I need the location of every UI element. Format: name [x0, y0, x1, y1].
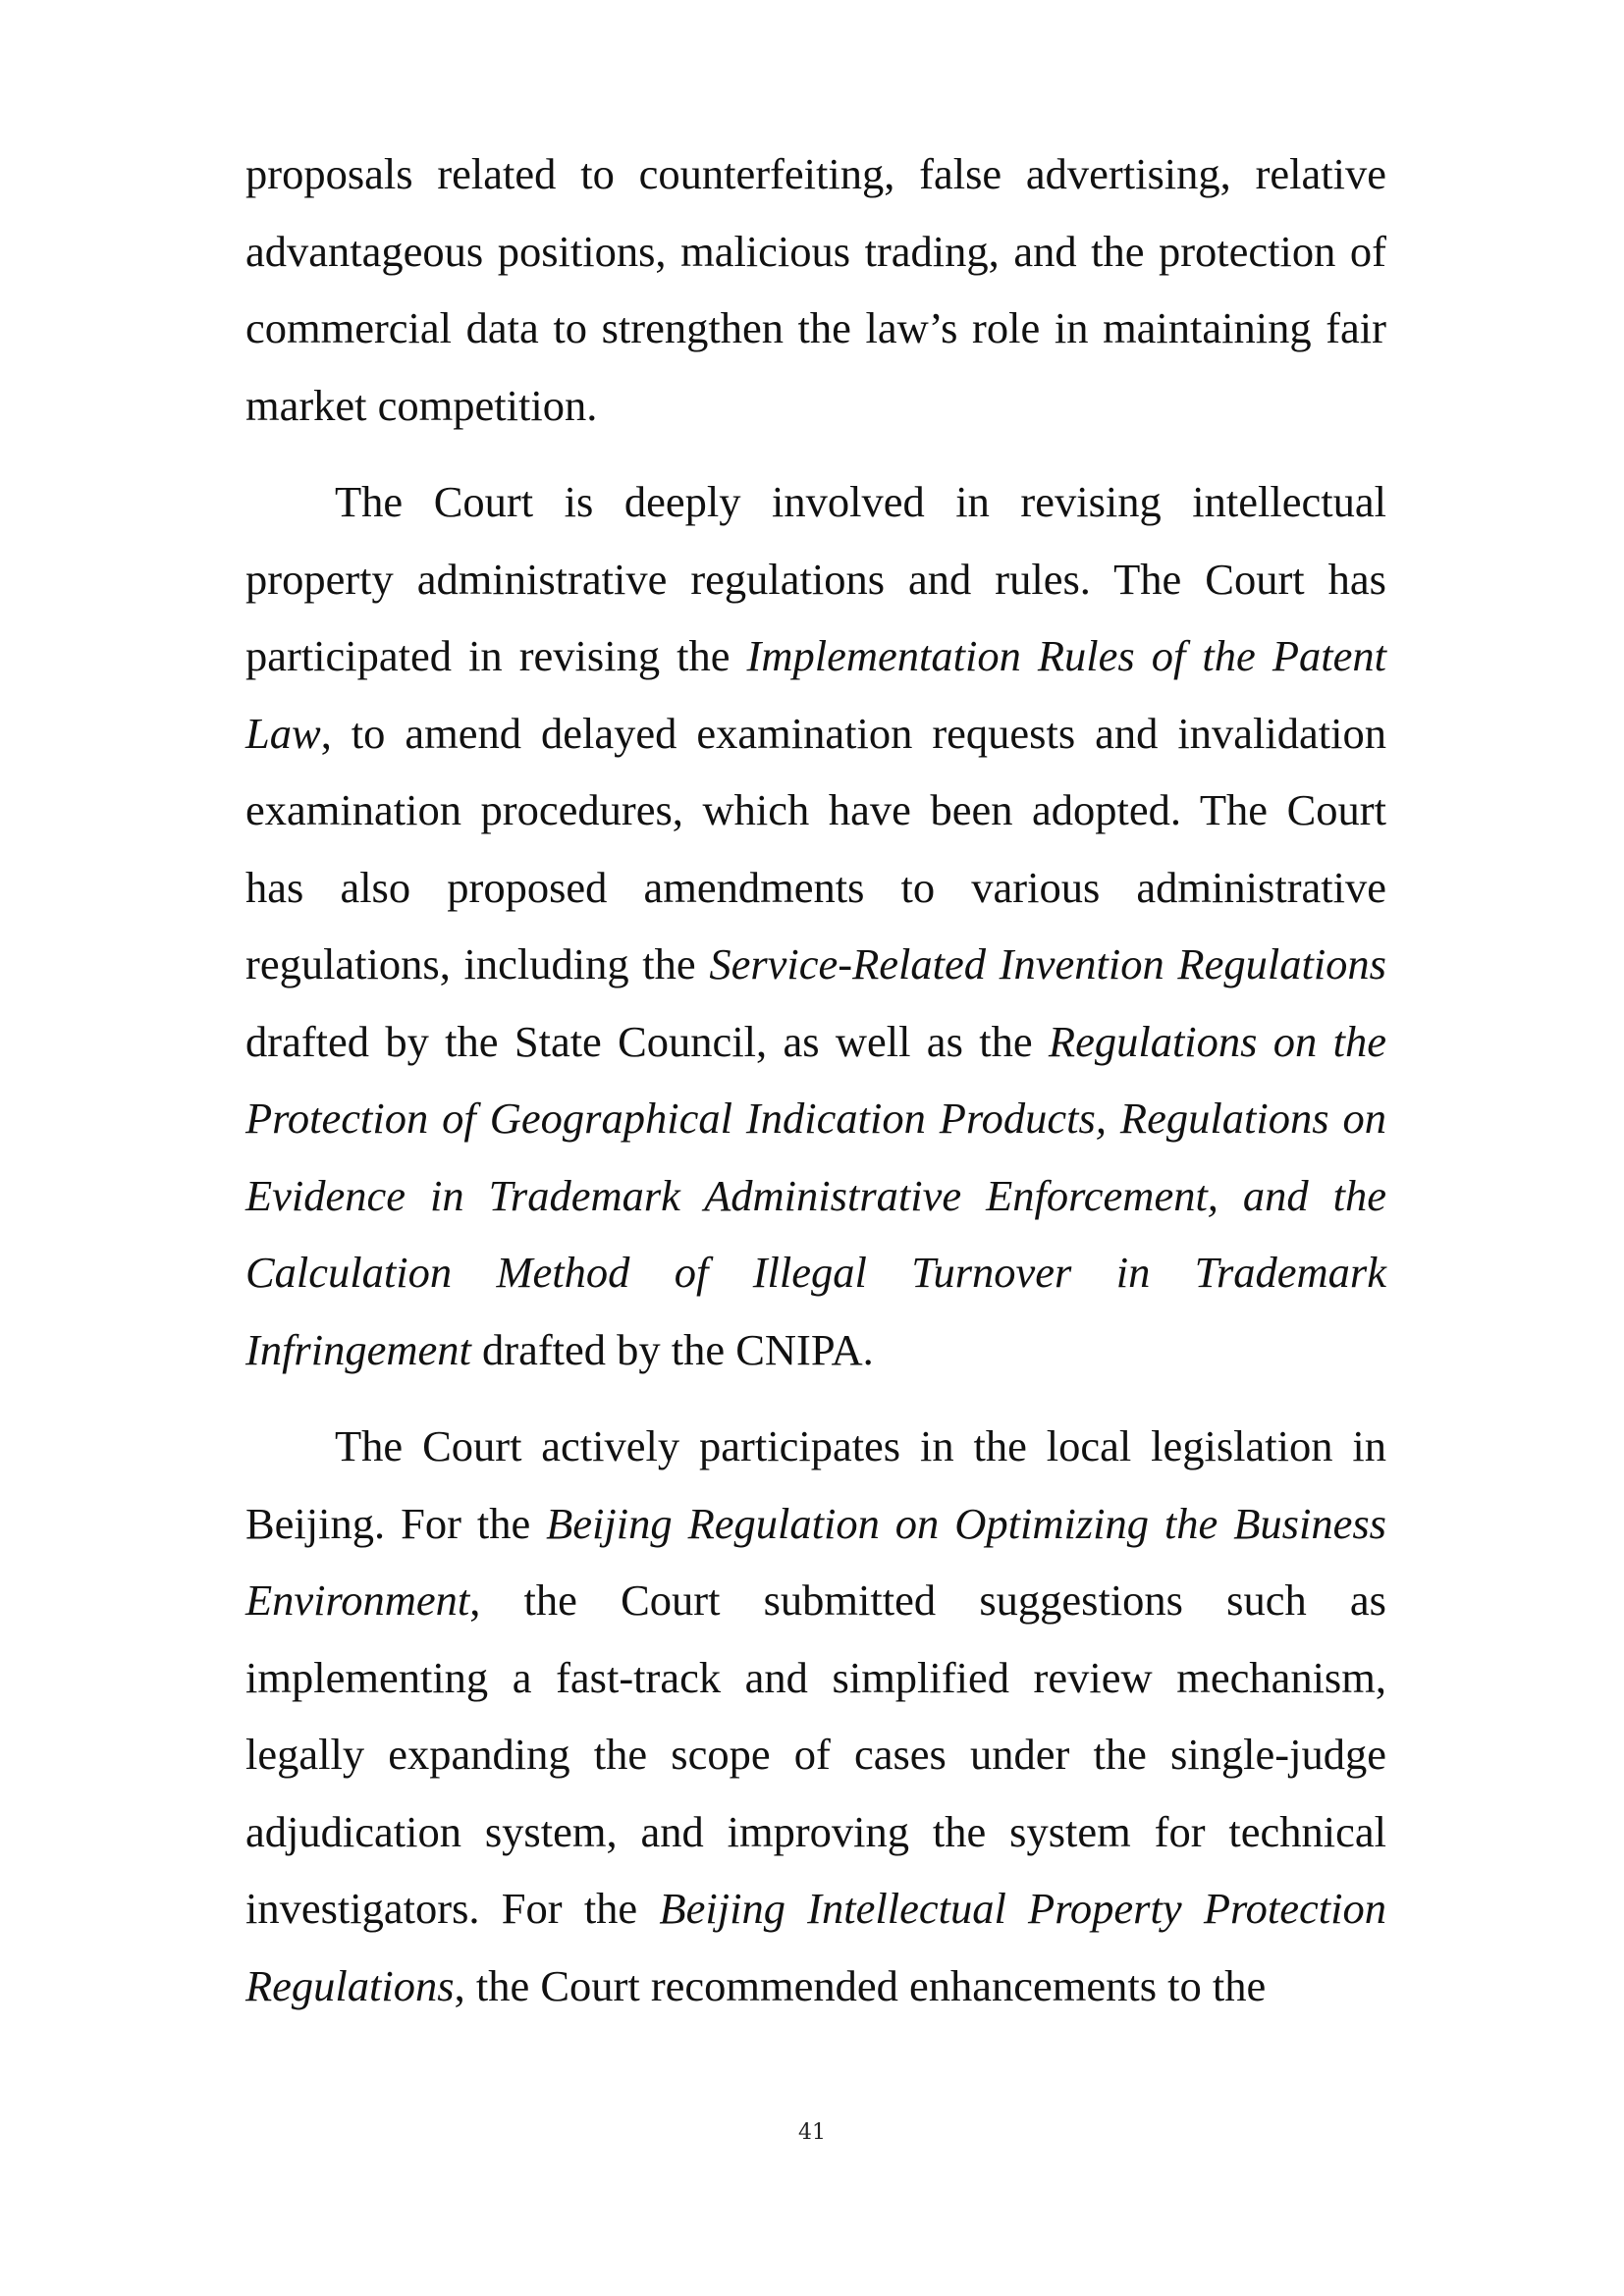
- paragraph-text: , the Court recommended enhancements to the: [454, 1960, 1267, 2010]
- page-number: 41: [798, 2120, 826, 2145]
- paragraph-text: , to amend delayed examination requests and invalidation examination procedures, which have been adopted. The Court has also proposed amendments to various administrative regulations, including the: [245, 708, 1386, 988]
- paragraph-text: , the Court submitted suggestions such as implementing a fast-track and simplified review mechanism, legally expanding the scope of cases under the single-judge adjudication system, and improving the system for technical investigators. For the: [245, 1575, 1386, 1933]
- paragraph-text: The Court actively participates in the local legislation in Beijing. For the: [245, 1421, 1386, 1548]
- italic-title: Implementation Rules of the Patent Law: [245, 631, 1386, 758]
- paragraph-text: The Court is deeply involved in revising intellectual property administrative regulations and rules. The Court has participated in revising the: [245, 477, 1386, 680]
- italic-title: Beijing Regulation on Optimizing the Business Environment: [245, 1498, 1386, 1625]
- italic-title: Beijing Intellectual Property Protection Regulations: [245, 1884, 1387, 2010]
- paragraph-regulations-revision: [245, 463, 1386, 1388]
- paragraph-text: drafted by the State Council, as well as the: [245, 1016, 1049, 1066]
- paragraph-text: drafted by the CNIPA.: [470, 1324, 874, 1374]
- body-text: [245, 135, 1386, 2024]
- italic-title: Service-Related Invention Regulations: [709, 939, 1387, 988]
- paragraph-fair-competition: [245, 135, 1386, 444]
- italic-title: Regulations on the Protection of Geographical Indication Products, Regulations on Evidence in Trademark Administrative Enforcement, and the Calculation Method of Illegal Turnover in Trademark Infringement: [245, 1016, 1386, 1374]
- paragraph-local-legislation: [245, 1408, 1386, 2024]
- paragraph-text: proposals related to counterfeiting, false advertising, relative advantageous positions, malicious trading, and the protection of commercial data to strengthen the law’s role in maintaining fair market competition.: [245, 149, 1386, 430]
